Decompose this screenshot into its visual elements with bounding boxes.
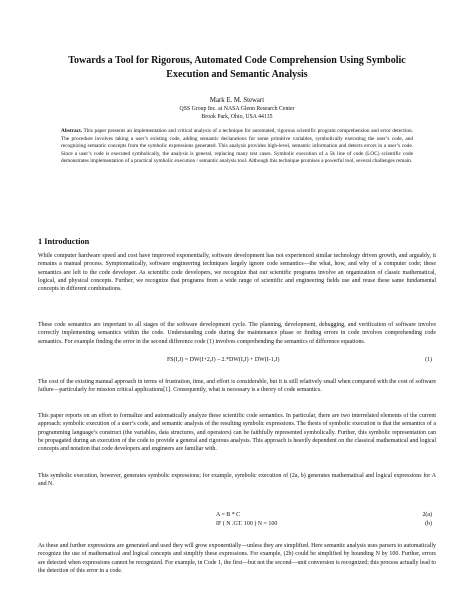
affiliation-line-1: QSS Group Inc. at NASA Glenn Research Center <box>179 106 295 112</box>
abstract-text: This paper presents an implementation and critical analysis of a technique for automated, rigorous scientific program comprehension and error detection. The procedure involves taking a user’s existing code, adding semantic declarations for some primitive variables, symbolically executing the user’s code, and recognizing semantic concepts from the symbolic expressions generated. This analysis provides high-level, semantic information and detects errors in a user’s code. Since a user’s code is executed symbolically, the analysis is general, replacing many test cases. Symbolic execution of a 5k line of code (LOC) scientific code demonstrates implementation of a practical symbolic execution / semantic analysis tool. Although this technique promises a powerful tool, several challenges remain. <box>61 128 413 165</box>
affiliation-line-2: Brook Park, Ohio, USA 44135 <box>201 113 273 120</box>
equation-1-number: (1) <box>425 357 432 363</box>
abstract-label: Abstract. <box>61 128 83 134</box>
abstract <box>61 128 413 166</box>
paragraph-4: This paper reports on an effort to formalize and automatically analyze these scientific code semantics. In particular, there are two interrelated elements of the current approach: symbolic execution of a user’s code, and semantic analysis of the resulting symbolic expressions. The thesis of symbolic execution is that the semantics of a programming language’s construct (the variables, data structures, and operators) can be faithfully represented symbolically. Further, this symbolic representation can be propagated during an execution of the code to provide a general and rigorous analysis. This approach is heavily dependent on the classical mathematical and logical concepts and notation that code developers and engineers are familiar with. <box>38 413 436 453</box>
equation-2a-number: 2(a) <box>422 512 432 518</box>
equation-2b: IF ( N .GT. 100 ) N = 100 <box>216 521 278 527</box>
paragraph-3: The cost of the existing manual approach in terms of frustration, time, and effort is considerable, but it is still relatively small when compared with the cost of software failure—particularly for mission critical applications[1]. Consequently, what is necessary is a theory of code semantics. <box>38 379 436 394</box>
equation-1: FS(I,J) = DW(I+2,J) – 2.*DW(I,J) + DW(I-1,J) <box>167 357 280 363</box>
author-name: Mark E. M. Stewart <box>209 97 265 104</box>
section-heading: 1 Introduction <box>38 237 90 246</box>
paragraph-5: This symbolic execution, however, generates symbolic expressions; for example, symbolic execution of (2a, b) generates mathematical and logical expressions for A and N. <box>38 473 436 488</box>
paragraph-1: While computer hardware speed and cost have improved exponentially, software development has not experienced similar technology driven growth, and arguably, it remains a manual process. Symptomatically, software engineering techniques largely ignore code semantics—the what, how, and why of a computer code; these semantics are left to the code developer. As scientific code developers, we recognize that our scientific programs involve an organization of classic mathematical, logical, and physical concepts. Further, we recognize that programs from a wide range of scientific and engineering fields use and reuse these same fundamental concepts in different combinations. <box>38 253 436 293</box>
equation-2a: A = B * C <box>216 512 241 518</box>
equation-2b-number: (b) <box>425 521 432 527</box>
paper-title: Towards a Tool for Rigorous, Automated Code Comprehension Using Symbolic Execution and Semantic Analysis <box>68 55 406 80</box>
paragraph-2: These code semantics are important to all stages of the software development cycle. The planning, development, debugging, and verification of software involve correctly implementing semantics within the code. Understanding code during the maintenance phase or finding errors in code involves comprehending code semantics. For example finding the error in the second difference code (1) involves comprehending the semantics of difference equations. <box>38 322 436 345</box>
paragraph-6: As these and further expressions are generated and used they will grow exponentially—unless they are simplified. Here semantic analysis uses parsers to automatically recognize the use of mathematical and logical concepts and simplify these expressions. For example, (2b) could be simplified by bounding N by 100. Further, errors are detected when expressions cannot be recognized. For example, in Code 1, the first—but not the second—unit conversion is recognized; this process actually lead to the detection of this error in a code. <box>38 543 436 574</box>
